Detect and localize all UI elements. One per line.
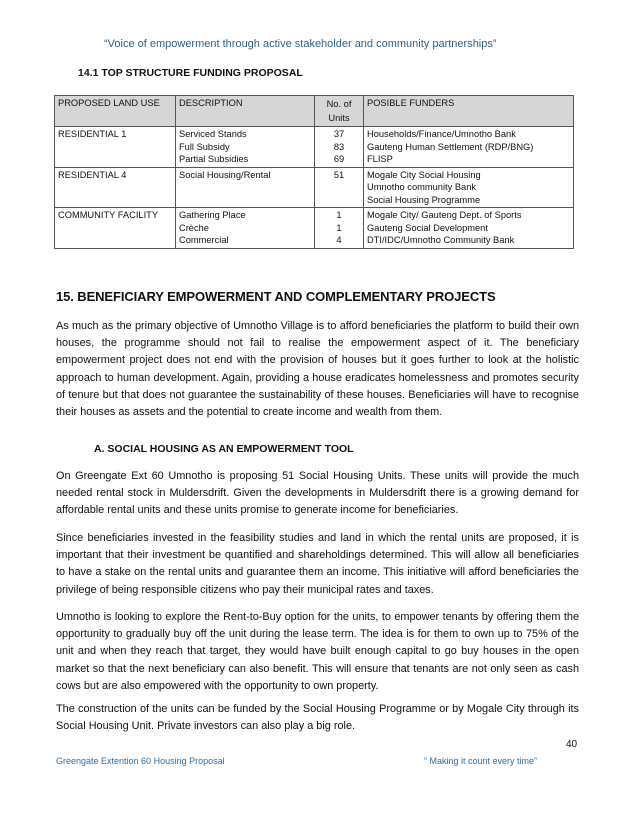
description-line: Gathering Place <box>179 210 246 220</box>
description-line: Full Subsidy <box>179 141 230 152</box>
intro-paragraph: As much as the primary objective of Umnotho Village is to afford beneficiaries the platform to build their own houses, the programme should not fail to realise the empowerment aspect of it. The beneficiary empowerment project does not end with the provision of houses but it goes further to look at the holistic approach to human development. Again, providing a house eradicates homelessness and promotes security of tenure but that does not guarantee the sustainability of these houses. Beneficiaries will have to recognise their houses as assets and the potential to create income and wealth from them. <box>56 320 579 419</box>
footer-document-title: Greengate Extention 60 Housing Proposal <box>56 756 225 766</box>
unit-count: 51 <box>333 169 345 180</box>
header-description: DESCRIPTION <box>176 96 315 127</box>
cell-funders <box>364 167 574 208</box>
cell-description <box>176 127 315 168</box>
unit-count: 1 <box>336 222 342 233</box>
funder-line: Households/Finance/Umnotho Bank <box>367 129 516 139</box>
funder-line: DTI/IDC/Umnotho Community Bank <box>367 235 515 245</box>
funder-line: Mogale City Social Housing <box>367 169 481 180</box>
table-header-row <box>55 96 574 127</box>
section-15-heading: 15. BENEFICIARY EMPOWERMENT AND COMPLEMENTARY PROJECTS <box>56 289 496 304</box>
unit-count: 1 <box>336 210 342 220</box>
body-paragraph: Since beneficiaries invested in the feasibility studies and land in which the rental units are proposed, it is important that their investment be quantified and shareholdings determined. This will allow all beneficiaries to have a stake on the rental units and guarantee them an income. This initiative will afford beneficiaries the privilege of being responsible citizens who pay their municipal rates and taxes. <box>56 532 579 596</box>
footer-slogan: “ Making it count every time” <box>424 756 538 766</box>
cell-description <box>176 208 315 249</box>
funding-proposal-title: 14.1 TOP STRUCTURE FUNDING PROPOSAL <box>78 67 303 79</box>
cell-land-use: RESIDENTIAL 4 <box>55 167 176 208</box>
description-line: Crèche <box>179 222 209 233</box>
cell-funders <box>364 208 574 249</box>
funding-table <box>54 95 574 249</box>
funder-line: Gauteng Social Development <box>367 222 488 233</box>
table-row <box>55 167 574 208</box>
cell-units <box>315 208 364 249</box>
description-line: Commercial <box>179 235 229 245</box>
funder-line: Mogale City/ Gauteng Dept. of Sports <box>367 210 522 220</box>
description-line: Serviced Stands <box>179 129 247 139</box>
unit-count: 83 <box>333 141 345 152</box>
table-row <box>55 127 574 168</box>
unit-count: 4 <box>336 235 342 245</box>
funder-line: Gauteng Human Settlement (RDP/BNG) <box>367 141 534 152</box>
body-paragraph: The construction of the units can be funded by the Social Housing Programme or by Mogale City through its Social Housing Unit. Private investors can also play a big role. <box>56 703 579 733</box>
body-paragraph: On Greengate Ext 60 Umnotho is proposing 51 Social Housing Units. These units will provide the much needed rental stock in Muldersdrift. Given the developments in Muldersdrift there is a growing demand for affordable rental units and these units promise to generate income for beneficiaries. <box>56 470 579 517</box>
funder-line: Social Housing Programme <box>367 194 481 205</box>
header-tagline: “Voice of empowerment through active stakeholder and community partnerships” <box>104 38 497 50</box>
funder-line: FLISP <box>367 154 393 164</box>
cell-description <box>176 167 315 208</box>
cell-units <box>315 167 364 208</box>
unit-count: 69 <box>333 154 345 164</box>
social-housing-subheading: A. SOCIAL HOUSING AS AN EMPOWERMENT TOOL <box>94 443 354 455</box>
unit-count: 37 <box>333 129 345 139</box>
header-land-use: PROPOSED LAND USE <box>55 96 176 127</box>
header-funders: POSIBLE FUNDERS <box>364 96 574 127</box>
description-line: Partial Subsidies <box>179 154 249 164</box>
funder-line: Umnotho community Bank <box>367 182 477 192</box>
cell-funders <box>364 127 574 168</box>
cell-units <box>315 127 364 168</box>
table-row <box>55 208 574 249</box>
cell-land-use: RESIDENTIAL 1 <box>55 127 176 168</box>
cell-land-use: COMMUNITY FACILITY <box>55 208 176 249</box>
page-number: 40 <box>566 739 578 750</box>
description-line: Social Housing/Rental <box>179 169 271 180</box>
header-units: No. of Units <box>315 96 364 127</box>
body-paragraph: Umnotho is looking to explore the Rent-to-Buy option for the units, to empower tenants by offering them the opportunity to gradually buy off the unit during the lease term. The idea is for them to own up to 75% of the unit and when they reach that target, they would have built enough capital to go buy houses in the open market so that the next beneficiary can also benefit. This will ensure that tenants are not only seen as cash cows but are also empowered with the opportunity to own property. <box>56 611 579 692</box>
